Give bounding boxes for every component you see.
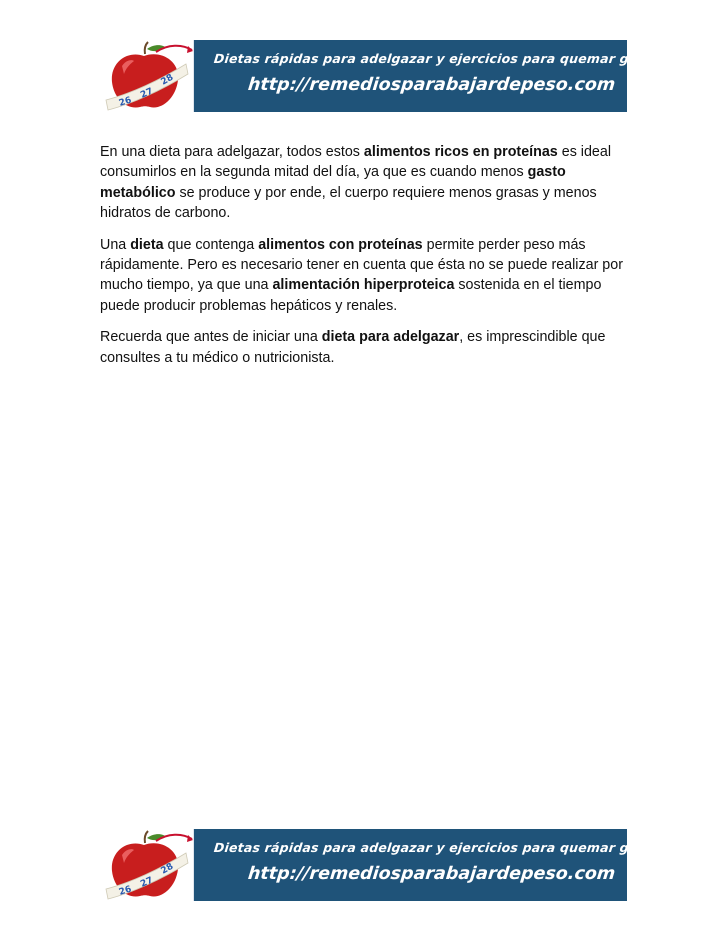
tape-number: 28 [159,72,176,88]
text-run: sostenida en el tiempo puede producir problemas hepáticos y renales. [100,277,602,314]
tape-number: 26 [117,95,133,109]
header-banner [100,40,661,112]
tape-number: 26 [117,884,133,898]
text-run: se produce y por ende, el cuerpo requiere menos grasas y menos hidratos de carbono. [100,184,597,222]
article-body [100,142,630,379]
text-run: , es imprescindible que consultes a tu médico o nutricionista. [100,329,606,366]
bold-text: alimentos ricos en proteínas [363,144,558,160]
banner-tagline: Dietas rápidas para adelgazar y ejercicios para quemar grasa [213,840,661,855]
banner-band [193,829,661,901]
banner-tagline: Dietas rápidas para adelgazar y ejercicios para quemar grasa [213,51,661,66]
banner-band [193,40,661,112]
bold-text: gasto metabólico [100,164,566,201]
text-run: es ideal consumirlos en la segunda mitad del día, ya que es cuando menos [100,144,612,181]
apple-tape-logo [100,829,193,901]
tape-number: 27 [139,875,155,890]
bold-text: dieta [130,236,164,253]
text-run: En una dieta para adelgazar, todos estos [100,144,364,160]
tape-number: 28 [159,861,176,877]
banner-url[interactable]: http://remediosparabajardepeso.com [246,864,617,884]
bold-text: alimentos con proteínas [258,236,423,253]
text-run: que contenga [163,236,259,253]
paragraph [100,142,630,224]
bold-text: alimentación hiperproteica [272,277,455,294]
banner-url[interactable]: http://remediosparabajardepeso.com [246,75,617,95]
paragraph [100,235,630,317]
apple-tape-logo [100,40,193,112]
footer-banner [100,829,661,901]
tape-number: 27 [139,86,155,101]
text-run: Recuerda que antes de iniciar una [100,329,322,346]
text-run: permite perder peso más rápidamente. Pero es necesario tener en cuenta que ésta no se puede realizar por mucho tiempo, ya que una [100,236,623,294]
paragraph [100,327,630,368]
text-run: Una [100,236,131,253]
bold-text: dieta para adelgazar [321,329,460,346]
